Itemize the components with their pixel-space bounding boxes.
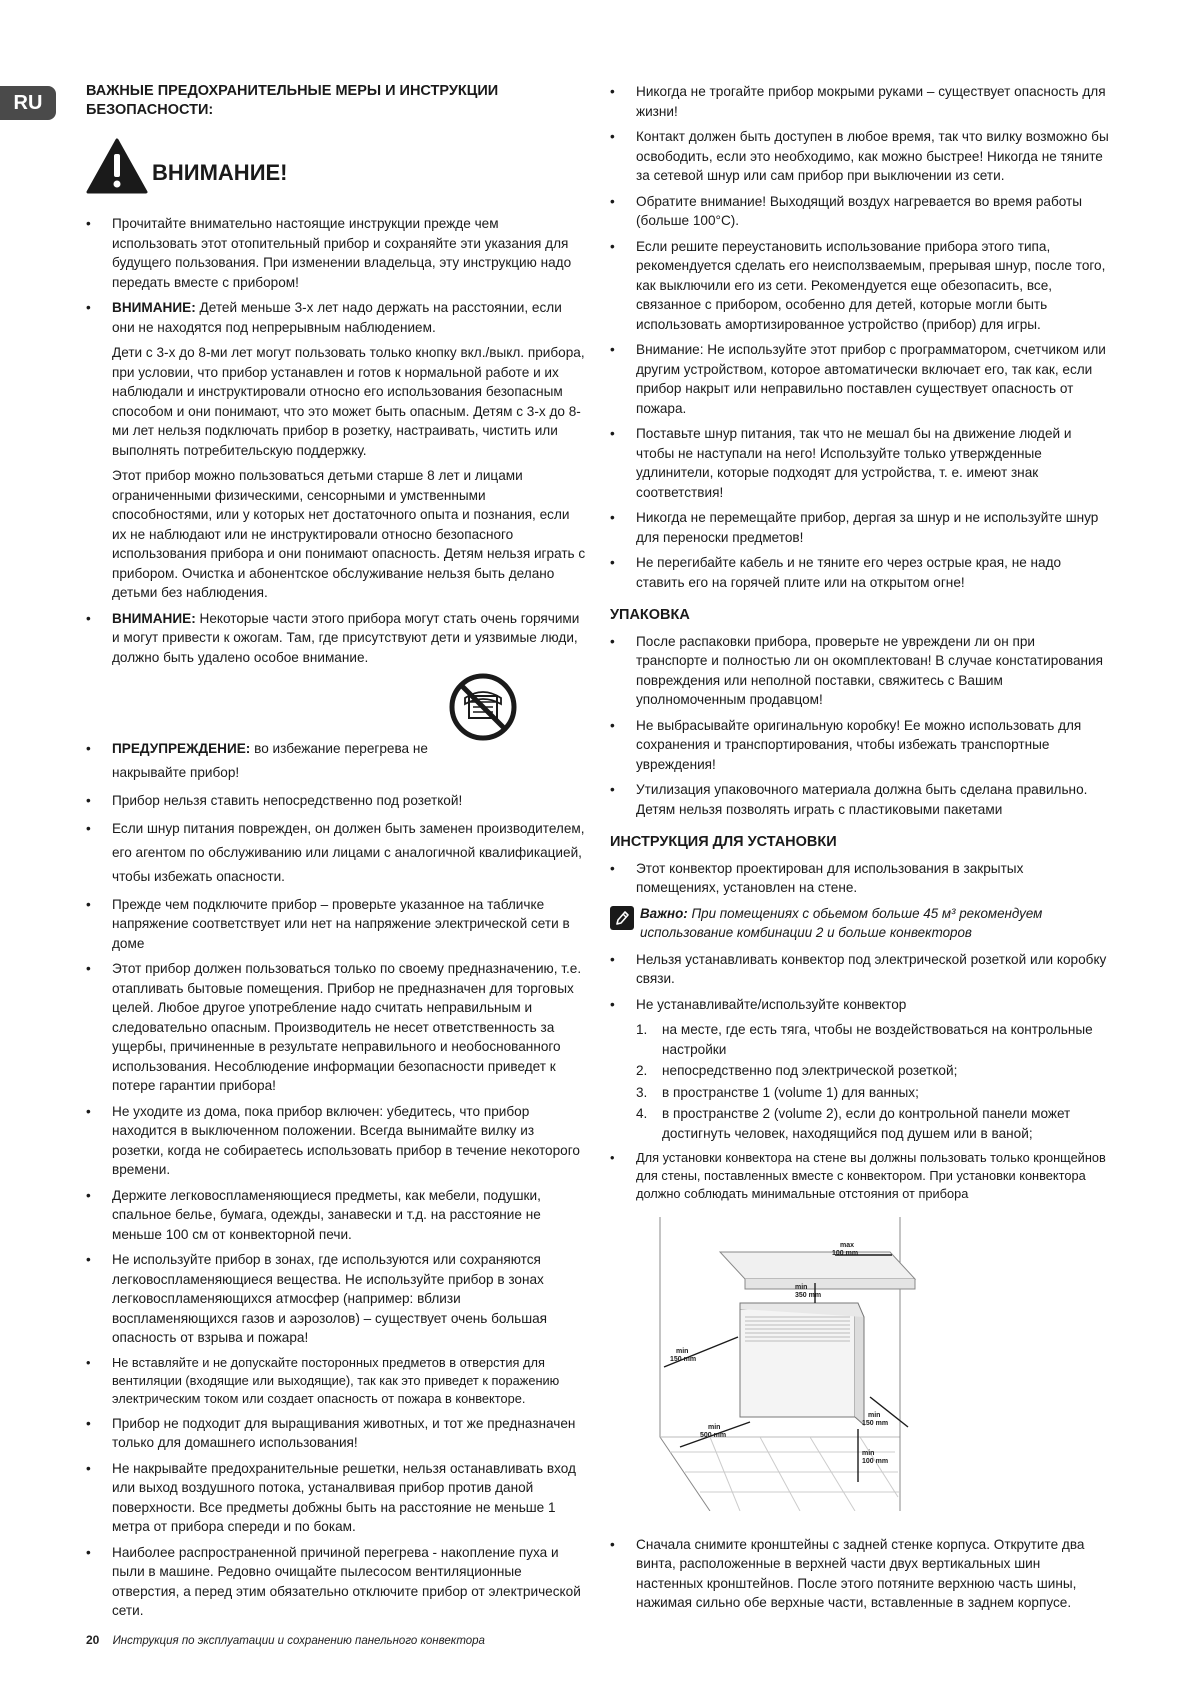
label-min-top-val: 350 mm	[795, 1292, 822, 1299]
note-block	[610, 904, 1110, 942]
safety-list-2	[86, 609, 586, 668]
install-list-2	[610, 950, 1110, 1015]
list-item: • Если шнур питания поврежден, он должен быть заменен производителем, его агентом по обслуживанию или лицами с аналогичной квалификацией, чтобы избежать опасности.	[86, 817, 586, 889]
list-item: • Не перегибайте кабель и не тяните его через острые края, не надо ставить его на горячей плите или на открытом огне!	[610, 553, 1110, 592]
item-text: во избежание перегрева не накрывайте прибор!	[112, 741, 428, 780]
page-heading: ВАЖНЫЕ ПРЕДОХРАНИТЕЛЬНЫЕ МЕРЫ И ИНСТРУКЦИИ БЕЗОПАСНОСТИ:	[86, 83, 499, 118]
label-min-front: min	[708, 1424, 721, 1431]
item-number: 3.	[636, 1084, 648, 1100]
label-max: max	[840, 1242, 855, 1249]
item-text: Детей меньше 3-х лет надо держать на расстоянии, если они не находятся под непрерывным наблюдением.	[112, 300, 562, 335]
list-item: • Обратите внимание! Выходящий воздух нагревается во время работы (больше 100°C).	[610, 192, 1110, 231]
item-text: Некоторые части этого прибора могут стать очень горячими и могут привести к ожогам. Там, где присутствуют дети и уязвимые люди, должно быть удалено особое внимание.	[112, 610, 580, 665]
list-item	[86, 737, 442, 785]
safety-list-3	[86, 737, 586, 1621]
list-item: • Не устанавливайте/используйте конвектор	[610, 995, 1110, 1015]
page-footer	[86, 1633, 485, 1647]
list-item: • Не выбрасывайте оригинальную коробку! Ее можно использовать для сохранения и транспортирования, чтобы избежать транспортные увреждения!	[610, 716, 1110, 775]
list-item	[86, 298, 586, 337]
language-tab: RU	[0, 86, 56, 120]
warning-block	[86, 136, 586, 196]
list-item: • Этот прибор должен пользоваться только по своему предназначению, т.е. отапливать бытовые помещения. Прибор не предназначен для торговых целей. Любое другое употребление надо считать неправильным и следовательно опасным. Производитель не несет ответственность за ущербы, причиненные в результате неправильного и необоснованного использования. Несоблюдение информации безопасности приведет к потере гарантии прибора!	[86, 959, 586, 1096]
label-min-left-val: 150 mm	[670, 1356, 697, 1363]
item-text: в пространстве 1 (volume 1) для ванных;	[662, 1084, 919, 1100]
list-item	[86, 609, 586, 668]
numbered-item	[636, 1104, 1110, 1143]
label-min-front-val: 500 mm	[700, 1432, 727, 1439]
item-number: 2.	[636, 1063, 648, 1078]
list-item: • Прочитайте внимательно настоящие инструкции прежде чем использовать этот отопительный прибор и сохраняйте эти указания для будущего пользования. При изменении владельца, эту инструкцию надо передать вместе с прибором!	[86, 214, 586, 292]
label-min-floor-val: 100 mm	[862, 1458, 889, 1465]
list-item: • Не уходите из дома, пока прибор включен: убедитесь, что прибор находится в выключенном положении. Всегда вынимайте вилку из розетки, когда не собираетесь использовать прибор в течение некоторого времени.	[86, 1102, 586, 1180]
list-item: • Никогда не перемещайте прибор, дергая за шнур и не используйте шнур для переноски предметов!	[610, 508, 1110, 547]
list-item: • Сначала снимите кронштейны с задней стенке корпуса. Открутите два винта, расположенные в верхней части двух вертикальных шин настенных кронштейнов. После этого потяните верхнюю часть шины, нажимая сильно обе верхные части, вставленные в заднем корпусе.	[610, 1535, 1110, 1613]
install-list-4	[610, 1535, 1110, 1613]
label-min-left: min	[676, 1348, 689, 1355]
item-text: в пространстве 2 (volume 2), если до контрольной панели может достигнуть человек, находящийся под душем или в ваной;	[662, 1106, 1071, 1141]
list-item: • Если решите переустановить использование прибора этого типа, рекомендуется сделать его неисползваемым, прерывая шнур, после того, как выключили его из сети. Рекомендуется еще обезопасить, все, связанное с прибором, особенно для детей, которые могли быть использовать амортизированное устройство (прибор) для игры.	[610, 237, 1110, 335]
list-item: • Этот конвектор проектирован для использования в закрытых помещениях, установлен на стене.	[610, 859, 1110, 898]
item-number: 4.	[636, 1106, 648, 1121]
numbered-item	[636, 1061, 1110, 1081]
numbered-item	[636, 1083, 1110, 1103]
installation-clearance-diagram	[650, 1217, 970, 1511]
list-item: • Прибор нельзя ставить непосредственно под розеткой!	[86, 791, 586, 811]
safety-list-right	[610, 82, 1110, 592]
packing-heading: УПАКОВКА	[610, 607, 690, 623]
attention-label: ВНИМАНИЕ:	[112, 300, 196, 315]
safety-list	[86, 214, 586, 337]
label-min-right: min	[868, 1412, 881, 1419]
list-item: • Прибор не подходит для выращивания животных, и тот же предназначен только для домашнего использования!	[86, 1414, 586, 1453]
note-body: При помещениях с обьемом больше 45 м³ рекомендуем использование комбинации 2 и больше конвекторов	[640, 905, 1043, 940]
packing-list	[610, 632, 1110, 820]
left-column	[86, 82, 586, 1627]
list-item: • Внимание: Не используйте этот прибор с программатором, счетчиком или другим устройством, которое автоматически включает его, так как, если прибор накрыт или неправильно поставлен существует опасность от пожара.	[610, 340, 1110, 418]
page-number: 20	[86, 1633, 100, 1647]
item-number: 1.	[636, 1022, 648, 1037]
list-item: • Не используйте прибор в зонах, где используются или сохраняются легковоспламеняющиеся вещества. Не используйте прибор в зонах легковоспламеняющихся атмосфер (например: вблизи воспламеняющихся газов и аэрозолов) – существует очень большая опасность от взрыва и пожара!	[86, 1250, 586, 1348]
item-text: на месте, где есть тяга, чтобы не воздействоваться на контрольные настройки	[662, 1022, 1093, 1057]
note-label: Важно:	[640, 905, 688, 921]
warning-label: ПРЕДУПРЕЖДЕНИЕ:	[112, 741, 251, 756]
install-numbered-list	[636, 1020, 1110, 1143]
list-item: • Никогда не трогайте прибор мокрыми руками – существует опасность для жизни!	[610, 82, 1110, 121]
numbered-item	[636, 1020, 1110, 1059]
list-item: • Для установки конвектора на стене вы должны пользовать только кронщейнов для стены, поставленных вместе с конвектором. При установки конвектора должно соблюдать минимальные отстояния от прибора	[610, 1149, 1110, 1203]
list-item: • Поставьте шнур питания, так что не мешал бы на движение людей и чтобы не наступали на него! Используйте только утвержденные удлинители, которые подходят для устройства, т. е. имеют знак соответствия!	[610, 424, 1110, 502]
label-max-val: 100 mm	[832, 1250, 859, 1257]
label-min-top: min	[795, 1284, 808, 1291]
list-item: • Держите легковоспламеняющиеся предметы, как мебели, подушки, спальное белье, бумага, одежды, занавески и т.д. на расстояние не меньше 100 см от конвекторной печи.	[86, 1186, 586, 1245]
warning-title: ВНИМАНИЕ!	[152, 160, 288, 186]
do-not-cover-icon	[448, 672, 518, 742]
footer-text: Инструкция по эксплуатации и сохранению панельного конвектора	[112, 1635, 485, 1647]
install-heading: ИНСТРУКЦИЯ ДЛЯ УСТАНОВКИ	[610, 834, 837, 850]
attention-label: ВНИМАНИЕ:	[112, 610, 196, 626]
label-min-right-val: 150 mm	[862, 1420, 889, 1427]
list-item: • Утилизация упаковочного материала должна быть сделана правильно. Детям нельзя позволять играть с пластиковыми пакетами	[610, 780, 1110, 819]
list-item: • Прежде чем подключите прибор – проверьте указанное на табличке напряжение соответствует или нет на напряжение электрической сети в доме	[86, 895, 586, 954]
note-text	[640, 904, 1110, 942]
list-item: • Наиболее распространенной причиной перегрева - накопление пуха и пыли в машине. Редовно очищайте пылесосом вентиляционные отверстия, а перед этим обязательно отключите прибор от электрической сети.	[86, 1543, 586, 1621]
item-text: непосредственно под электрической розеткой;	[662, 1063, 958, 1078]
pencil-note-icon	[610, 906, 634, 930]
list-item: • Контакт должен быть доступен в любое время, так что вилку возможно бы освободить, если это необходимо, как можно быстрее! Никогда не тяните за сетевой шнур или сам прибор при выключении из сети.	[610, 127, 1110, 186]
paragraph-persons: Этот прибор можно пользоваться детьми старше 8 лет и лицами ограниченными физическими, сенсорными и умственными способностями, или у которых нет достаточного опыта и познания, если их не наблюдают или не инструктировали относно безопасного использования прибора и они понимают опасность. Детям нельзя играть с прибором. Очистка и абонентское обслуживание нельзя быть делано детьми без наблюдения.	[112, 468, 586, 600]
warning-triangle-icon	[86, 138, 148, 194]
install-list	[610, 859, 1110, 898]
install-list-3	[610, 1149, 1110, 1203]
list-item: • Нельзя устанавливать конвектор под электрической розеткой или коробку связи.	[610, 950, 1110, 989]
paragraph-children: Дети с 3-х до 8-ми лет могут пользовать только кнопку вкл./выкл. прибора, при условии, что прибор устанавлен и готов к нормальной работе и их наблюдали и инструктировали относно его использования безопасным способом и они понимают, что это может быть опасным. Детям с 3-х до 8-ми лет нельзя подключать прибор в розетку, настраивать, чистить или выполнять потребительскую поддержку.	[112, 345, 585, 458]
list-item: • После распаковки прибора, проверьте не увреждени ли он при транспорте и полностью ли он окомплектован! В случае констатирования повреждения или неполной поставки, свяжитесь с Вашим уполномоченным продавцом!	[610, 632, 1110, 710]
list-item: • Не вставляйте и не допускайте посторонных предметов в отверстия для вентиляции (входящие или выходящие), так как это приведет к поражению электрическим током или создает опасность от пожара в конвекторе.	[86, 1354, 586, 1408]
right-column	[610, 82, 1110, 1619]
label-min-floor: min	[862, 1450, 875, 1457]
list-item: • Не накрывайте предохранительные решетки, нельзя останавливать вход или выход воздушного потока, устаналвивая прибор против даной поверхности. Все предметы добжны быть на расстояние не меньше 1 метра от прибора спереди и по бокам.	[86, 1459, 586, 1537]
